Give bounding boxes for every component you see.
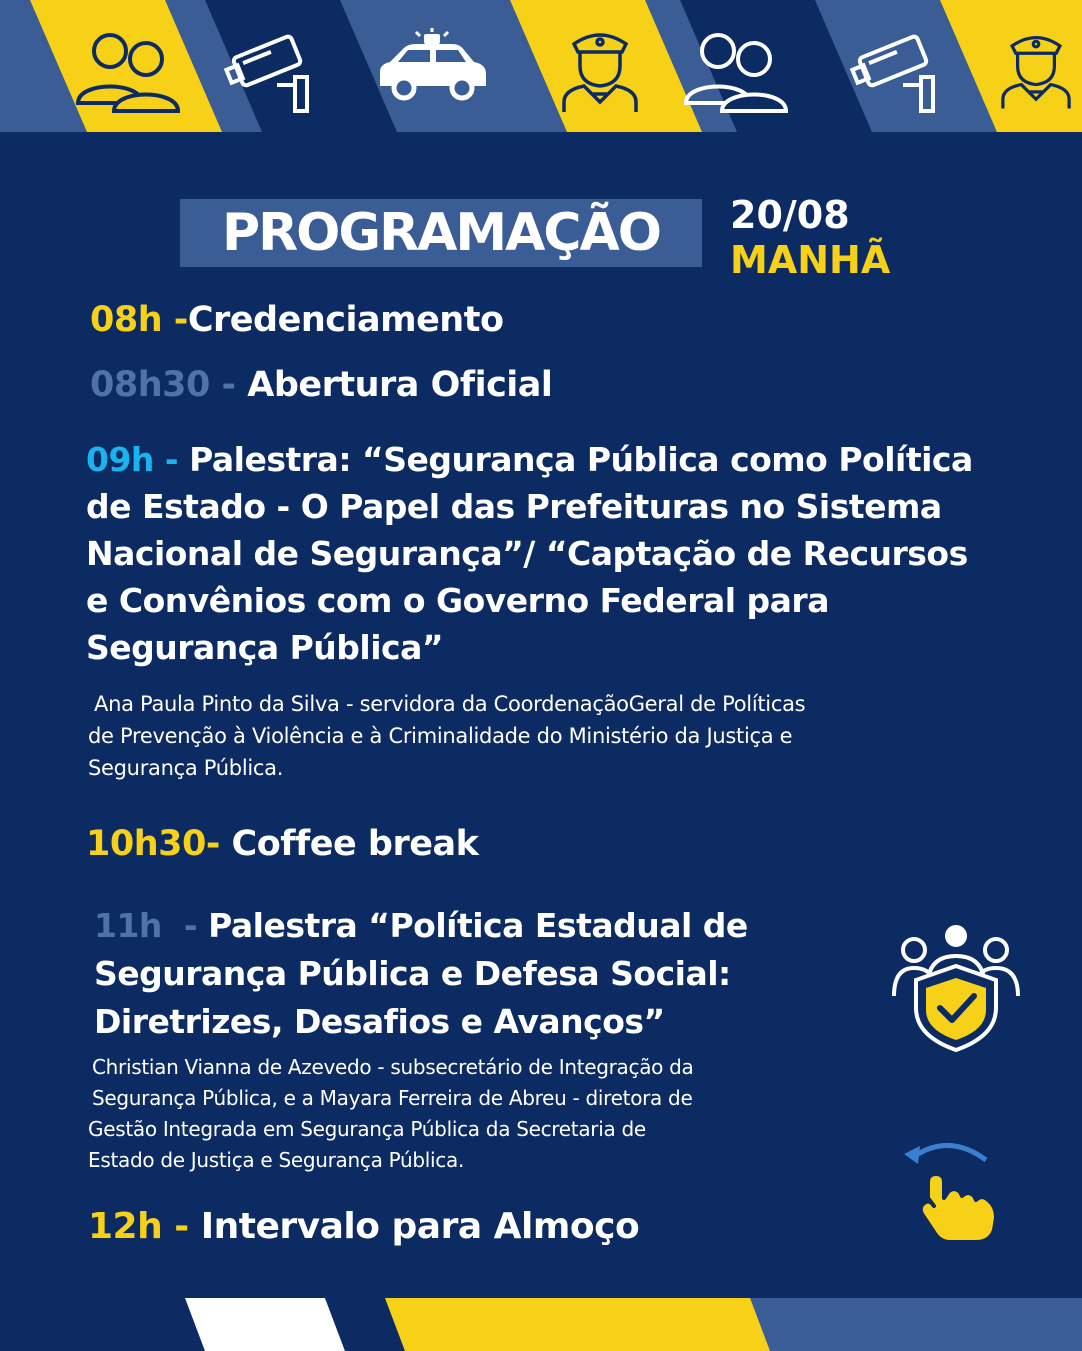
speaker-description bbox=[88, 688, 805, 784]
speaker-line: de Prevenção à Violência e à Criminalidade do Ministério da Justiça e bbox=[88, 724, 793, 748]
schedule-item bbox=[86, 824, 478, 864]
schedule-time: 11h - bbox=[94, 906, 198, 945]
schedule-title: Abertura Oficial bbox=[247, 365, 553, 405]
swipe-hand-icon bbox=[900, 1136, 1010, 1246]
schedule-item bbox=[90, 300, 504, 340]
page-title: PROGRAMAÇÃO bbox=[222, 203, 660, 263]
speaker-line: Segurança Pública, e a Mayara Ferreira de Abreu - diretora de bbox=[92, 1086, 693, 1110]
users-icon bbox=[68, 18, 188, 118]
schedule-title: Credenciamento bbox=[187, 300, 504, 340]
event-period: MANHÃ bbox=[730, 238, 891, 282]
speaker-description bbox=[88, 1052, 694, 1176]
security-camera-icon bbox=[210, 18, 330, 118]
users-icon bbox=[676, 18, 796, 118]
schedule-item bbox=[88, 1206, 639, 1247]
speaker-line: Gestão Integrada em Segurança Pública da Secretaria de bbox=[88, 1117, 646, 1141]
schedule-item bbox=[90, 365, 552, 405]
schedule-title-line: Palestra “Política Estadual de bbox=[208, 906, 748, 945]
schedule-item bbox=[94, 902, 748, 1046]
schedule-title-line: Segurança Pública” bbox=[86, 628, 444, 667]
schedule-time: 08h30 - bbox=[90, 365, 236, 405]
speaker-line: Christian Vianna de Azevedo - subsecretário de Integração da bbox=[92, 1055, 694, 1079]
police-officer-icon bbox=[540, 18, 660, 118]
schedule-title: Coffee break bbox=[231, 824, 479, 864]
schedule-title-line: Palestra: “Segurança Pública como Política bbox=[189, 440, 973, 479]
schedule-title-line: Diretrizes, Desafios e Avanços” bbox=[94, 1002, 665, 1041]
police-officer-icon bbox=[990, 18, 1082, 118]
schedule-time: 10h30- bbox=[86, 824, 220, 864]
community-shield-icon bbox=[888, 922, 1024, 1054]
bottom-stripe-band bbox=[0, 1298, 1082, 1351]
schedule-title-line: e Convênios com o Governo Federal para bbox=[86, 581, 829, 620]
speaker-line: Segurança Pública. bbox=[88, 756, 284, 780]
police-car-icon bbox=[372, 18, 492, 118]
title-banner bbox=[180, 199, 702, 267]
schedule-title-line: de Estado - O Papel das Prefeituras no Sistema bbox=[86, 487, 942, 526]
speaker-line: Ana Paula Pinto da Silva - servidora da CoordenaçãoGeral de Políticas bbox=[94, 692, 806, 716]
security-camera-icon bbox=[836, 18, 956, 118]
schedule-item bbox=[86, 436, 973, 671]
schedule-title: Intervalo para Almoço bbox=[200, 1206, 640, 1247]
schedule-title-line: Segurança Pública e Defesa Social: bbox=[94, 954, 731, 993]
schedule-time: 08h - bbox=[90, 300, 188, 340]
schedule-title-line: Nacional de Segurança”/ “Captação de Recursos bbox=[86, 534, 968, 573]
schedule-time: 12h - bbox=[88, 1206, 189, 1247]
schedule-time: 09h - bbox=[86, 440, 179, 479]
event-date: 20/08 bbox=[730, 193, 850, 237]
speaker-line: Estado de Justiça e Segurança Pública. bbox=[88, 1148, 465, 1172]
